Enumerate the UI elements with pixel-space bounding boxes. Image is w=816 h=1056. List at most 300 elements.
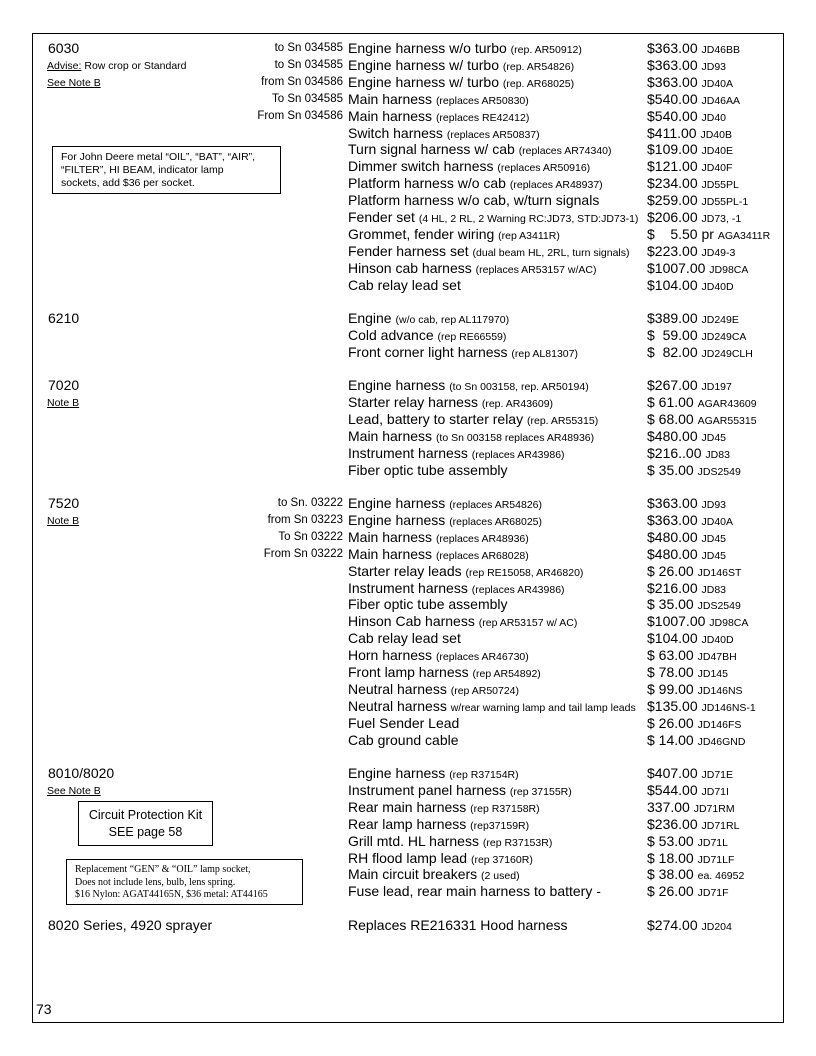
part-price [647, 175, 739, 191]
part-code: JD71I [701, 785, 729, 798]
part-code: JD145 [697, 668, 728, 680]
part-note: (replaces AR48936) [435, 532, 529, 545]
part-price [647, 698, 756, 714]
part-name: Instrument panel harness [348, 781, 506, 798]
note-line: sockets, add $36 per socket. [61, 177, 195, 189]
price-value: $104.00 [647, 276, 698, 293]
part-name: RH flood lamp lead [348, 849, 468, 866]
part-note: (replaces AR53157 w/AC) [475, 263, 597, 276]
part-note: (dual beam HL, 2RL, turn signals) [472, 246, 630, 259]
part-code: JD249E [701, 314, 739, 326]
model-subnote [47, 77, 101, 89]
part-description [348, 883, 601, 899]
part-note: w/rear warning lamp and tail lamp leads [450, 701, 636, 714]
part-name: Main harness [348, 545, 433, 562]
price-value: $480.00 [647, 528, 698, 545]
part-code: JD40 [701, 111, 727, 124]
part-description [348, 40, 582, 56]
subnote-prefix: Note B [47, 515, 80, 527]
price-value: $236.00 [647, 815, 698, 832]
part-note: (replaces AR46730) [435, 651, 529, 664]
part-price [647, 647, 737, 663]
part-note: (replaces AR74340) [518, 145, 612, 158]
serial-range: to Sn 034585 [274, 42, 343, 54]
part-code: JD55PL [701, 179, 739, 192]
part-price [647, 57, 726, 73]
part-price [647, 495, 726, 511]
part-description [348, 91, 529, 107]
part-price [647, 546, 726, 562]
price-value: $411.00 [647, 124, 697, 141]
part-note: (rep AL81307) [511, 347, 578, 360]
part-code: JDS2549 [697, 465, 741, 478]
part-description [348, 327, 506, 343]
price-value: $407.00 [647, 765, 698, 781]
part-name: Main harness [348, 427, 433, 444]
part-price [647, 310, 739, 326]
part-code: JD93 [701, 499, 727, 511]
part-note: (rep 37160R) [470, 853, 533, 866]
price-value: $259.00 [647, 192, 698, 209]
part-price [647, 209, 741, 225]
part-price [647, 681, 743, 697]
part-description [348, 344, 578, 360]
part-name: Horn harness [348, 647, 433, 664]
part-code: JD98CA [709, 263, 749, 276]
part-name: Main harness [348, 90, 433, 107]
part-price [647, 613, 748, 629]
serial-range: to Sn 034585 [274, 58, 343, 71]
price-value: $ 26.00 [647, 883, 694, 900]
part-description [348, 630, 461, 646]
price-value: $540.00 [647, 107, 698, 124]
part-note: (rep AR53157 w/ AC) [478, 617, 578, 630]
part-name: Lead, battery to starter relay [348, 410, 524, 427]
part-price [647, 260, 748, 276]
part-code: JD249CA [701, 330, 747, 343]
circuit-protection-kit-box [78, 801, 213, 846]
serial-range: From Sn 034586 [257, 109, 343, 122]
part-description [348, 175, 603, 191]
part-price [647, 192, 748, 208]
price-value: $ 53.00 [647, 832, 694, 849]
part-name: Neutral harness [348, 697, 447, 714]
part-description [348, 917, 567, 933]
price-value: $ 18.00 [647, 849, 694, 866]
serial-range: from Sn 03223 [267, 513, 343, 526]
part-code: JD40A [701, 77, 734, 90]
price-value: $216.00 [647, 579, 698, 596]
price-value: $ 61.00 [647, 393, 694, 410]
part-code: JD71F [697, 887, 729, 900]
part-note: (replaces AR50830) [435, 94, 529, 107]
price-value: $ 26.00 [647, 562, 694, 579]
part-price [647, 630, 734, 646]
part-description [348, 158, 590, 174]
part-code: JD71E [701, 769, 734, 781]
part-description [348, 192, 599, 208]
part-code: JD40F [701, 162, 733, 175]
price-value: $135.00 [647, 697, 698, 714]
part-note: (replaces AR43986) [471, 448, 565, 461]
part-code: JD55PL-1 [701, 196, 749, 209]
part-description [348, 141, 612, 157]
part-description [348, 411, 598, 427]
part-code: JD83 [705, 448, 730, 461]
price-value: $363.00 [647, 73, 698, 90]
part-description [348, 529, 529, 545]
part-description [348, 428, 594, 444]
part-code: JD46BB [701, 44, 741, 56]
part-price [647, 377, 732, 393]
part-code: AGAR43609 [697, 397, 757, 410]
price-value: $1007.00 [647, 259, 706, 276]
part-description [348, 394, 553, 410]
part-code: JD204 [701, 921, 732, 933]
part-name: Hinson cab harness [348, 259, 472, 276]
part-name: Cab relay lead set [348, 276, 461, 293]
part-price [647, 158, 732, 174]
price-value: $ 99.00 [647, 680, 694, 697]
part-code: JD146FS [697, 718, 742, 731]
part-description [348, 310, 509, 326]
part-description [348, 277, 461, 293]
part-description [348, 580, 565, 596]
part-name: Dimmer switch harness [348, 158, 494, 175]
part-name: Neutral harness [348, 680, 447, 697]
part-note: (to Sn 003158 replaces AR48936) [435, 431, 595, 444]
part-price [647, 277, 734, 293]
part-name: Cab relay lead set [348, 630, 461, 647]
model-subnote [47, 785, 101, 797]
part-description [348, 209, 638, 225]
part-name: Front corner light harness [348, 343, 508, 360]
part-description [348, 765, 519, 781]
part-code: JD146ST [697, 566, 742, 579]
serial-range: To Sn 034585 [272, 92, 343, 105]
price-value: $104.00 [647, 630, 698, 647]
part-name: Engine harness w/o turbo [348, 40, 507, 56]
part-note: (rep. AR55315) [526, 414, 599, 427]
part-code: JD71RL [701, 819, 740, 832]
part-description [348, 850, 533, 866]
model-subnote [47, 60, 187, 72]
part-price [647, 428, 726, 444]
part-price [647, 125, 732, 141]
part-code: JD49-3 [701, 246, 736, 259]
part-name: Engine harness w/ turbo [348, 73, 499, 90]
part-name: Fender set [348, 209, 415, 225]
part-price [647, 850, 734, 866]
serial-range: from Sn 034586 [261, 75, 343, 88]
price-value: $ 35.00 [647, 596, 694, 613]
part-name: Grill mtd. HL harness [348, 832, 479, 849]
part-name: Fiber optic tube assembly [348, 596, 508, 613]
part-description [348, 732, 459, 748]
part-code: JD71L [697, 836, 728, 849]
part-description [348, 866, 520, 882]
part-code: JD40B [700, 128, 732, 141]
part-description [348, 377, 589, 393]
price-value: $274.00 [647, 917, 698, 933]
part-description [348, 782, 572, 798]
part-note: (replaces AR48937) [509, 179, 603, 192]
model-subnote [47, 397, 79, 409]
part-description [348, 74, 574, 90]
part-code: JD98CA [709, 617, 749, 630]
price-value: $ 38.00 [647, 866, 694, 883]
kit-page-ref: SEE page 58 [108, 825, 183, 839]
part-note: (rep AR54892) [472, 668, 541, 680]
part-name: Instrument harness [348, 579, 468, 596]
part-note: (replaces AR50837) [446, 128, 540, 141]
part-code: JD40D [701, 634, 734, 647]
price-value: $206.00 [647, 209, 698, 225]
part-code: JD83 [701, 583, 727, 596]
part-code: JD73, -1 [701, 213, 742, 225]
model-name: 7520 [48, 495, 80, 511]
subnote-prefix: Note B [47, 397, 80, 409]
note-line: For John Deere metal “OIL”, “BAT”, “AIR”, [61, 151, 256, 163]
price-value: $ 82.00 [647, 343, 698, 360]
part-code: ea. 46952 [697, 870, 745, 883]
part-name: Rear lamp harness [348, 815, 467, 832]
part-description [348, 647, 529, 663]
part-name: Front lamp harness [348, 664, 469, 680]
part-note: (4 HL, 2 RL, 2 Warning RC:JD73, STD:JD73-1) [418, 213, 639, 225]
kit-title: Circuit Protection Kit [88, 808, 203, 822]
model-name: 6030 [48, 40, 80, 56]
part-name: Instrument harness [348, 444, 468, 461]
note-line: “FILTER”, HI BEAM, indicator lamp [61, 164, 224, 176]
part-description [348, 226, 560, 242]
part-name: Starter relay harness [348, 393, 478, 410]
part-description [348, 563, 583, 579]
part-price [647, 917, 732, 933]
part-price [647, 563, 741, 579]
part-note: (rep 37155R) [509, 785, 572, 798]
part-description [348, 698, 636, 714]
part-price [647, 833, 728, 849]
part-code: JD197 [701, 381, 732, 393]
part-price [647, 243, 735, 259]
subnote-prefix: Advise: [47, 60, 82, 72]
price-value: $ 59.00 [647, 326, 698, 343]
part-name: Engine harness [348, 765, 446, 781]
part-price [647, 732, 745, 748]
price-value: $1007.00 [647, 613, 706, 630]
part-note: (rep R37153R) [482, 836, 553, 849]
price-value: $267.00 [647, 377, 698, 393]
part-code: JDS2549 [697, 600, 741, 613]
price-value: $389.00 [647, 310, 698, 326]
subnote-text: Row crop or Standard [84, 60, 187, 72]
part-description [348, 445, 565, 461]
part-code: JD47BH [697, 651, 737, 664]
part-note: (replaces AR68028) [435, 549, 529, 562]
part-note: (rep. AR50912) [510, 44, 582, 56]
part-description [348, 546, 529, 562]
part-description [348, 108, 529, 124]
part-price [647, 462, 741, 478]
part-description [348, 243, 630, 259]
part-description [348, 613, 577, 629]
part-name: Platform harness w/o cab [348, 175, 506, 192]
part-price [647, 411, 757, 427]
part-name: Turn signal harness w/ cab [348, 141, 515, 158]
part-name: Engine harness [348, 377, 446, 393]
part-name: Grommet, fender wiring [348, 225, 495, 242]
part-name: Fuse lead, rear main harness to battery - [348, 883, 601, 900]
part-name: Main circuit breakers [348, 866, 478, 883]
price-value: $ 35.00 [647, 461, 694, 478]
note-line: Replacement “GEN” & “OIL” lamp socket, [75, 864, 251, 875]
part-note: (replaces RE42412) [435, 111, 530, 124]
part-price [647, 91, 740, 107]
part-description [348, 799, 540, 815]
serial-range: From Sn 03222 [263, 547, 343, 560]
part-price [647, 529, 726, 545]
price-value: $363.00 [647, 495, 698, 511]
part-code: JD40E [701, 145, 734, 158]
part-note: (replaces AR54826) [449, 499, 542, 511]
part-description [348, 596, 508, 612]
part-price [647, 108, 726, 124]
part-description [348, 715, 459, 731]
part-name: Main harness [348, 528, 433, 545]
price-value: $ 14.00 [647, 731, 694, 748]
part-code: JD71LF [697, 853, 735, 866]
part-code: JD40A [701, 515, 734, 528]
part-note: (rep R37154R) [449, 769, 519, 781]
part-code: JD46GND [697, 735, 746, 748]
part-note: (rep RE15058, AR46820) [465, 566, 584, 579]
part-note: (rep. AR68025) [502, 77, 575, 90]
part-price [647, 74, 733, 90]
price-value: $121.00 [647, 158, 698, 175]
part-name: Fuel Sender Lead [348, 714, 460, 731]
part-name: Replaces RE216331 Hood harness [348, 917, 568, 933]
replacement-socket-note-box [66, 859, 303, 905]
page-number: 73 [36, 1001, 52, 1017]
part-note: (2 used) [481, 870, 520, 883]
part-code: JD45 [701, 549, 727, 562]
part-note: (rep37159R) [470, 819, 530, 832]
part-name: Engine harness [348, 511, 446, 528]
price-value: $223.00 [647, 242, 698, 259]
part-note: (w/o cab, rep AL117970) [395, 314, 510, 326]
part-code: JD146NS [697, 684, 743, 697]
price-value: $109.00 [647, 141, 698, 158]
part-price [647, 816, 739, 832]
part-note: (rep RE66559) [437, 330, 507, 343]
part-description [348, 495, 542, 511]
part-code: JD71RM [693, 802, 735, 815]
part-code: JD46AA [701, 94, 741, 107]
note-line: $16 Nylon: AGAT44165N, $36 metal: AT44165 [75, 889, 268, 900]
part-price [647, 40, 740, 56]
price-value: $480.00 [647, 427, 698, 444]
part-description [348, 57, 574, 73]
model-name: 8010/8020 [48, 765, 115, 781]
part-note: (rep. AR54826) [502, 60, 575, 73]
part-price [647, 580, 726, 596]
part-code: AGAR55315 [697, 414, 757, 427]
part-note: (rep. AR43609) [481, 397, 554, 410]
model-name: 7020 [48, 377, 80, 393]
price-value: $363.00 [647, 40, 698, 56]
price-value: $216..00 [647, 444, 702, 461]
price-value: $ 63.00 [647, 647, 694, 664]
part-name: Fiber optic tube assembly [348, 461, 508, 478]
part-code: JD45 [701, 532, 727, 545]
price-value: $ 68.00 [647, 410, 694, 427]
part-description [348, 512, 542, 528]
part-description [348, 260, 596, 276]
serial-range: to Sn. 03222 [277, 497, 343, 509]
part-name: Switch harness [348, 124, 443, 141]
price-value: $234.00 [647, 175, 698, 192]
part-name: Platform harness w/o cab, w/turn signals [348, 192, 600, 209]
price-value: $480.00 [647, 545, 698, 562]
lamp-socket-note-box [52, 146, 281, 194]
model-name: 6210 [48, 310, 80, 326]
note-line: Does not include lens, bulb, lens spring. [75, 876, 236, 888]
price-value: $363.00 [647, 511, 698, 528]
part-name: Cab ground cable [348, 731, 459, 748]
part-code: JD93 [701, 60, 727, 73]
part-price [647, 226, 770, 242]
model-name: 8020 Series, 4920 sprayer [48, 917, 213, 933]
part-price [647, 141, 733, 157]
part-note: (rep A3411R) [498, 229, 560, 242]
part-code: JD249CLH [701, 347, 753, 360]
part-name: Rear main harness [348, 798, 467, 815]
part-price [647, 782, 729, 798]
part-name: Hinson Cab harness [348, 613, 475, 630]
part-note: (rep R37158R) [470, 802, 540, 815]
model-subnote [47, 515, 79, 527]
part-description [348, 462, 508, 478]
subnote-prefix: See Note B [47, 76, 101, 89]
part-name: Cold advance [348, 326, 434, 343]
part-note: (to Sn 003158, rep. AR50194) [449, 381, 589, 393]
price-value: $ 78.00 [647, 664, 694, 680]
part-code: JD45 [701, 431, 727, 444]
part-price [647, 596, 741, 612]
part-price [647, 664, 728, 680]
price-value: $ 5.50 pr [647, 225, 714, 242]
part-description [348, 833, 552, 849]
price-value: $544.00 [647, 781, 698, 798]
part-description [348, 125, 540, 141]
part-note: (rep AR50724) [450, 684, 520, 697]
price-value: $540.00 [647, 90, 698, 107]
serial-range: To Sn 03222 [278, 530, 343, 543]
part-description [348, 664, 541, 680]
price-value: $363.00 [647, 56, 698, 73]
part-name: Engine harness w/ turbo [348, 56, 499, 73]
part-name: Starter relay leads [348, 562, 462, 579]
part-note: (replaces AR43986) [471, 583, 565, 596]
part-price [647, 765, 733, 781]
part-price [647, 344, 753, 360]
part-code: AGA3411R [717, 229, 771, 242]
part-code: JD40D [701, 280, 734, 293]
part-description [348, 681, 519, 697]
subnote-prefix: See Note B [47, 785, 101, 797]
part-price [647, 512, 733, 528]
